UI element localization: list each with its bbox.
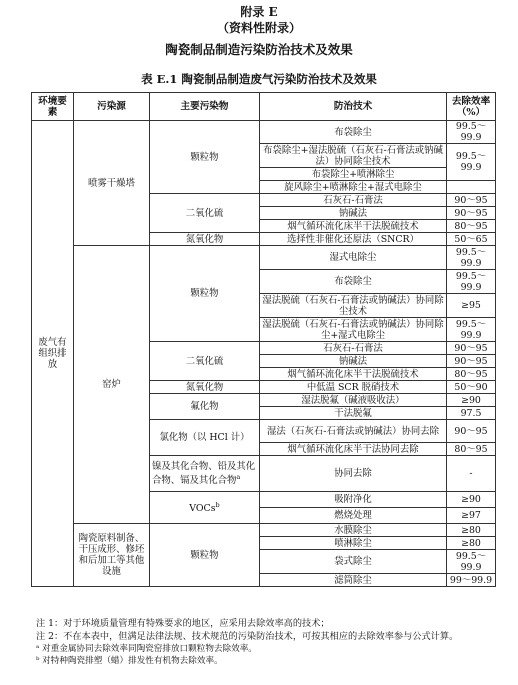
tech-cell: 旋风除尘+喷淋除尘+湿式电除尘 [260,181,447,194]
efficiency-cell: 90～95 [447,355,496,368]
efficiency-cell: ≥90 [447,394,496,407]
efficiency-cell: 99.5～ 99.9 [447,270,496,294]
table-header-row [32,93,496,121]
pollutant-cell: 颗粒物 [150,121,260,194]
column-header: 污染源 [74,93,150,121]
tech-cell: 湿法脱硫（石灰石-石膏法或钠碱法）协同除尘技术 [260,294,447,318]
pollution-control-table [31,92,496,587]
efficiency-cell: ≥90 [447,492,496,508]
tech-cell: 湿法脱氟（碱液吸收法） [260,394,447,407]
pollutant-cell: 氯化物（以 HCl 计） [150,420,260,456]
tech-cell: 布袋除尘+湿法脱硫（石灰石-石膏法或钠碱法）协同除尘技术 [260,144,447,168]
source-cell: 窑炉 [74,246,150,524]
tech-cell: 选择性非催化还原法（SNCR） [260,233,447,246]
efficiency-cell: ≥97 [447,508,496,524]
efficiency-cell: 99.5～ 99.9 [447,318,496,342]
footnote: ᵃ 对重金属协同去除效率同陶瓷窑排放口颗粒物去除效率。 [36,644,257,654]
voc-pollutant-label: VOCs [189,503,216,515]
tech-cell: 布袋除尘 [260,121,447,144]
tech-cell: 中低温 SCR 脱硝技术 [260,381,447,394]
tech-cell: 袋式除尘 [260,550,447,574]
efficiency-cell: ≥95 [447,294,496,318]
tech-cell: 钠碱法 [260,207,447,220]
pollutant-cell: 氮氧化物 [150,233,260,246]
pollutant-cell: 氮氧化物 [150,381,260,394]
tech-cell: 喷淋除尘 [260,537,447,550]
source-cell: 陶瓷原料制备、干压成形、修坯和后加工等其他设施 [74,524,150,587]
tech-cell: 滤筒除尘 [260,574,447,587]
efficiency-cell [447,181,496,194]
footnote-mark: b [215,501,220,510]
tech-cell: 吸附净化 [260,492,447,508]
footnote: ᵇ 对特种陶瓷排塑（蜡）排发性有机物去除效率。 [36,656,223,666]
efficiency-cell: ≥80 [447,537,496,550]
source-cell: 喷雾干燥塔 [74,121,150,246]
efficiency-cell: 50～65 [447,233,496,246]
footnote-mark: a [236,472,241,481]
efficiency-cell: 99.5～ 99.9 [447,550,496,574]
efficiency-cell: 90～95 [447,420,496,443]
efficiency-cell: 99.5～ 99.9 [447,246,496,270]
efficiency-cell: 50～90 [447,381,496,394]
tech-cell: 石灰石-石膏法 [260,342,447,355]
efficiency-cell: 99.5～ 99.9 [447,121,496,144]
column-header: 防治技术 [260,93,447,121]
tech-cell: 协同去除 [260,456,447,492]
note: 注 2：不在本表中，但满足法律法规、技术规范的污染防治技术，可按其相应的去除效率参与公式计算。 [36,631,459,642]
pollutant-cell: 颗粒物 [150,246,260,342]
efficiency-cell: 90～95 [447,194,496,207]
pollutant-cell: 二氧化硫 [150,342,260,381]
element-cell: 废气有组织排放 [32,121,74,587]
efficiency-cell: 80～95 [447,220,496,233]
appendix-label: 附录 E [240,5,278,19]
note: 注 1：对于环境质量管理有特殊要求的地区，应采用去除效率高的技术； [36,618,330,629]
efficiency-cell: 90～95 [447,207,496,220]
efficiency-cell: 90～95 [447,342,496,355]
tech-cell: 燃烧处理 [260,508,447,524]
column-header: 主要污染物 [150,93,260,121]
appendix-title: 陶瓷制品制造污染防治技术及效果 [165,42,353,57]
pollutant-cell [150,492,260,524]
tech-cell: 布袋除尘+喷淋除尘 [260,168,447,181]
tech-cell: 水膜除尘 [260,524,447,537]
efficiency-cell: 80～95 [447,443,496,456]
tech-cell: 布袋除尘 [260,270,447,294]
table-notes [36,617,496,667]
appendix-type: （资料性附录） [216,21,301,35]
tech-cell: 烟气循环流化床半干法脱硫技术 [260,368,447,381]
pollutant-cell [150,456,260,492]
pollutant-cell: 氟化物 [150,394,260,420]
efficiency-cell: 99～99.9 [447,574,496,587]
efficiency-cell: - [447,456,496,492]
column-header: 去除效率 （%） [447,93,496,121]
efficiency-cell: 80～95 [447,368,496,381]
tech-cell: 湿式电除尘 [260,246,447,270]
tech-cell: 湿法（石灰石-石膏法或钠碱法）协同去除 [260,420,447,443]
table-title: 表 E.1 陶瓷制品制造废气污染防治技术及效果 [141,72,377,86]
tech-cell: 烟气循环流化床半干法脱硫技术 [260,220,447,233]
metal-pollutant-label: 镍及其化合物、铅及其化合物、镉及其化合物 [152,460,256,487]
efficiency-cell: 97.5 [447,407,496,420]
tech-cell: 烟气循环流化床半干法协同去除 [260,443,447,456]
efficiency-cell: 99.5～ 99.9 [447,144,496,181]
tech-cell: 干法脱氟 [260,407,447,420]
column-header: 环境要素 [32,93,74,121]
tech-cell: 钠碱法 [260,355,447,368]
pollutant-cell: 二氧化硫 [150,194,260,233]
efficiency-cell: ≥80 [447,524,496,537]
tech-cell: 石灰石-石膏法 [260,194,447,207]
tech-cell: 湿法脱硫（石灰石-石膏法或钠碱法）协同除尘+湿式电除尘 [260,318,447,342]
pollutant-cell: 颗粒物 [150,524,260,587]
